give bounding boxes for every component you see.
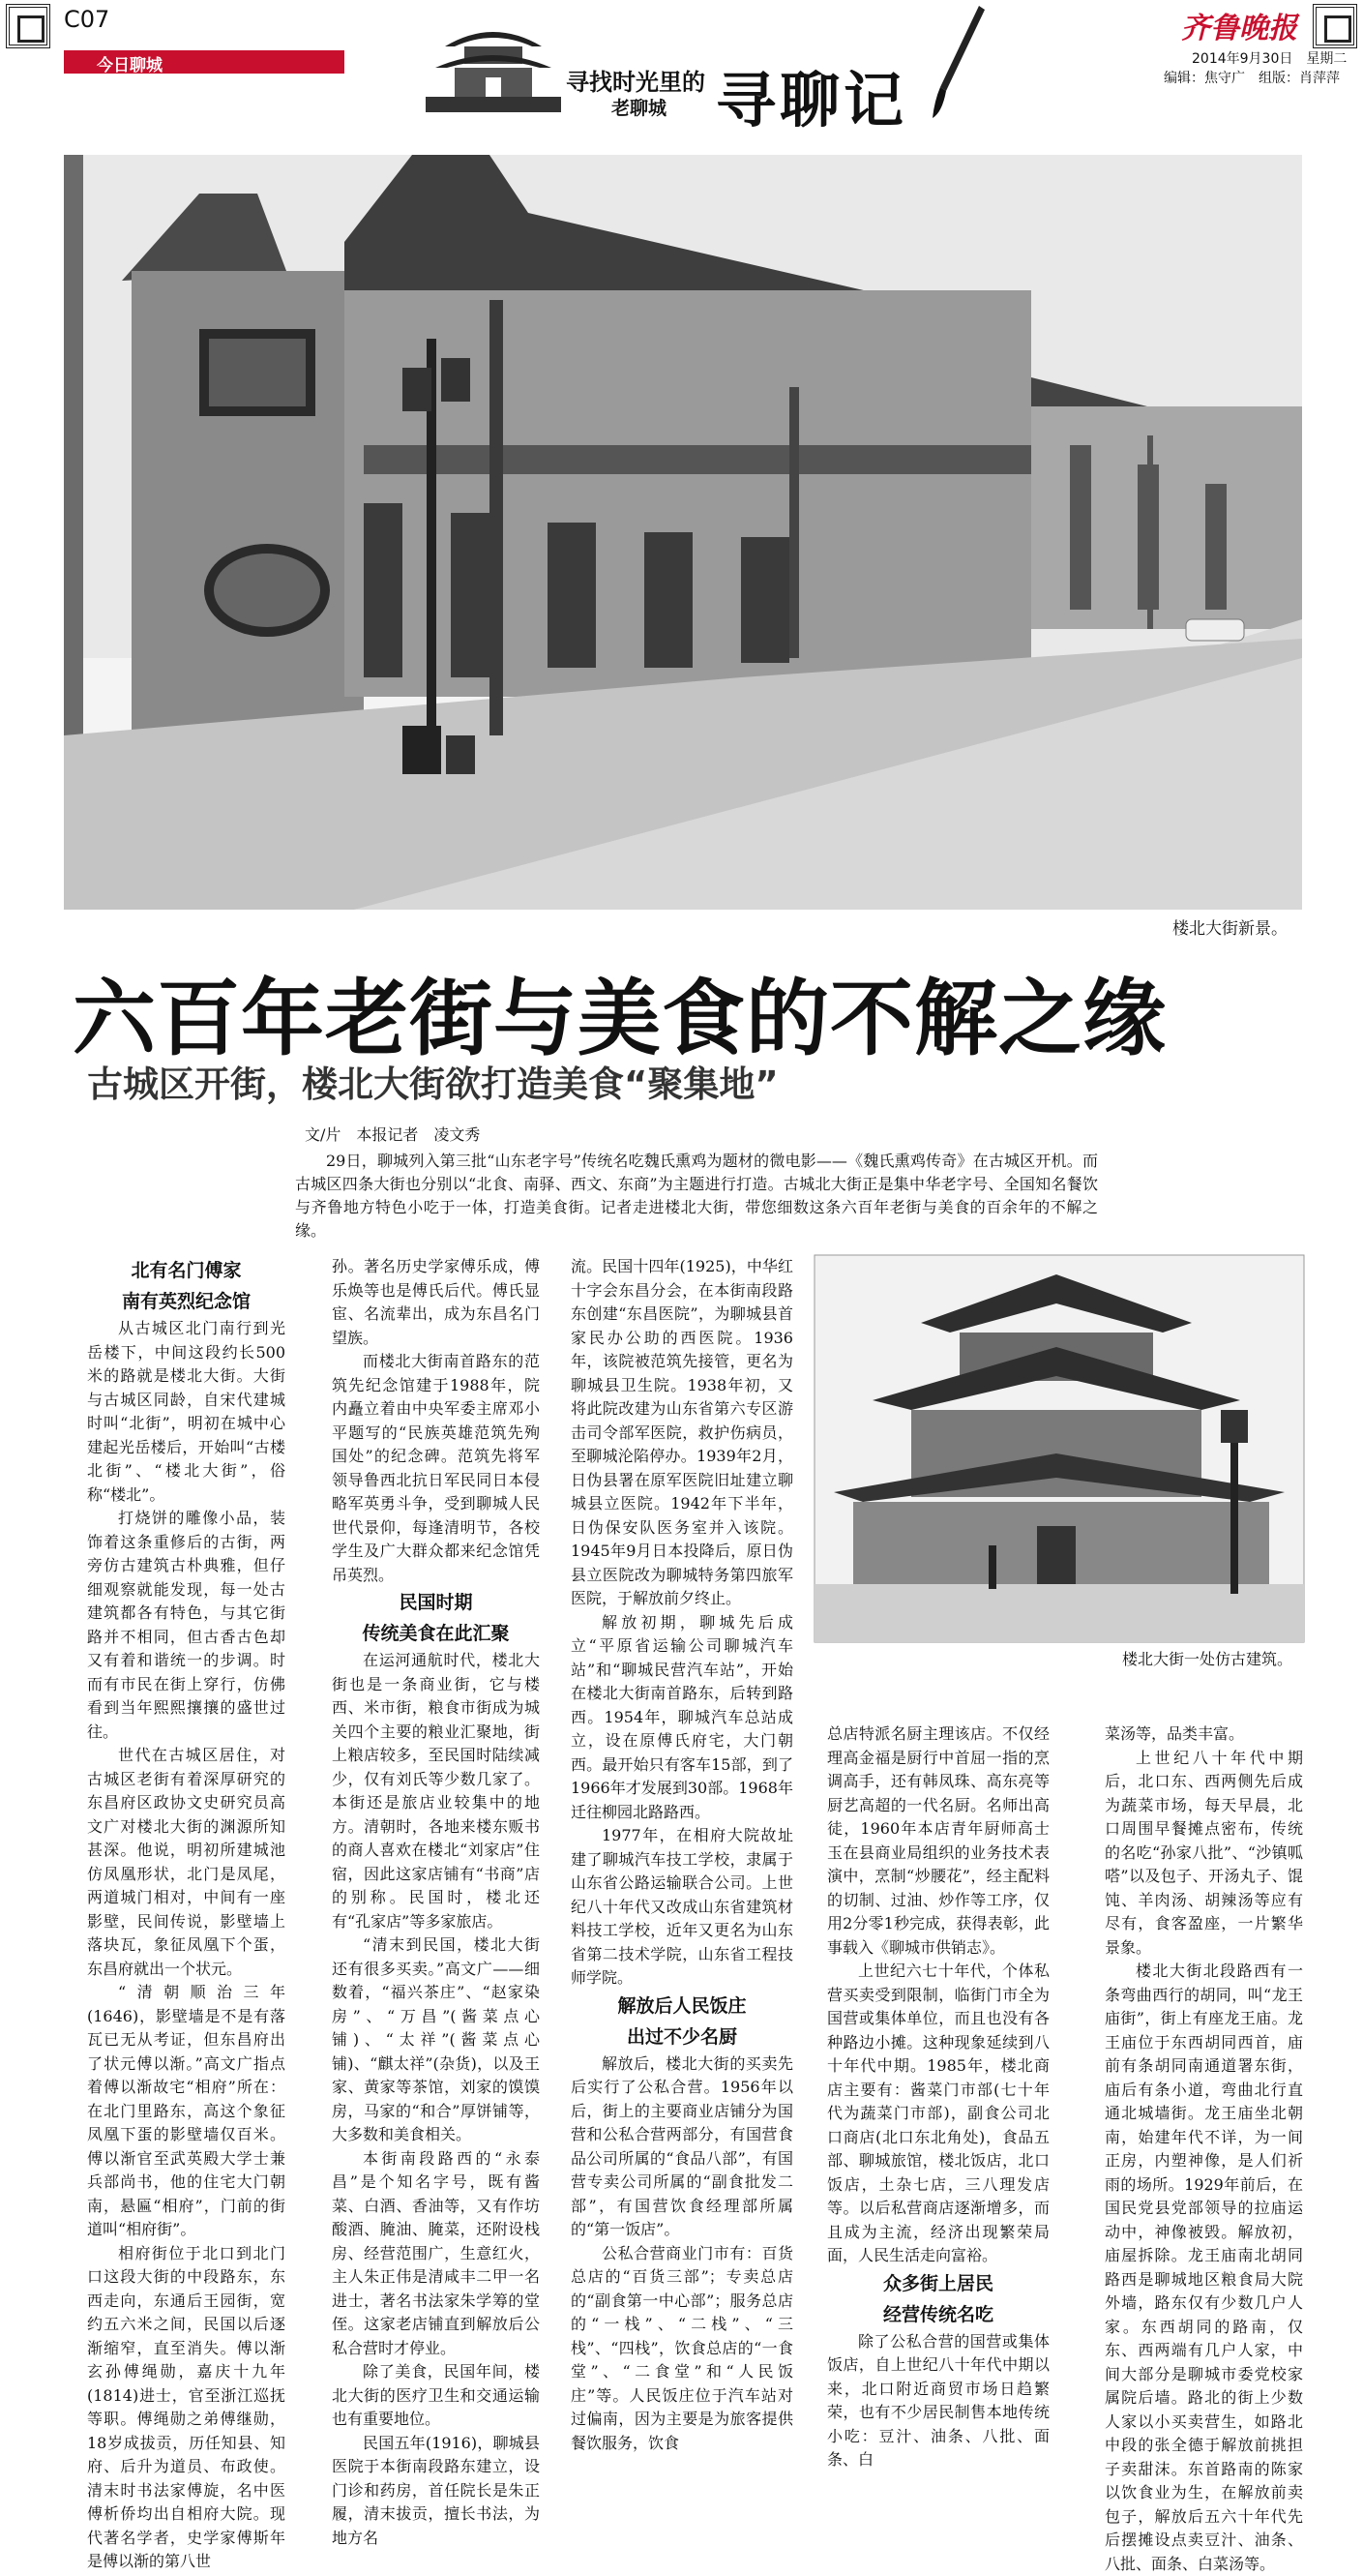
section-heading: 北有名门傅家 [131, 1260, 242, 1281]
corner-ornament-right [1313, 4, 1357, 48]
banner-subtitle-1: 寻找时光里的 [566, 69, 705, 96]
brush-icon [929, 4, 987, 120]
paragraph: 上世纪八十年代中期后，北口东、西两侧先后成为蔬菜市场，每天早晨，北口周围早餐摊点密布，传统的名吃“孙家八批”、“沙镇呱嗒”以及包子、开汤丸子、馄饨、羊肉汤、胡辣汤等应有尽有，食客盈座，一片繁华景象。 [1105, 1748, 1303, 1957]
corner-ornament-left [6, 4, 50, 48]
section-heading: 经营传统名吃 [882, 2303, 993, 2325]
newspaper-name: 齐鲁晚报 [1181, 12, 1297, 45]
paragraph: 楼北大街北段路西有一条弯曲西行的胡同，叫“龙王庙街”，街上有座龙王庙。龙王庙位于东西胡同西首，庙前有条胡同南通道署东街，庙后有条小道，弯曲北行直通北城墙街。龙王庙坐北朝南，始建年代不详，为一间正房，内塑神像，是人们祈雨的场所。1929年前后，在国民党县党部领导的拉庙运动中，神像被毁。解放初，庙屋拆除。龙王庙南北胡同路西是聊城地区粮食局大院外墙，路东仅有少数几户人家。东西胡同的路南，仅东、西两端有几户人家，中间大部分是聊城市委党校家属院后墙。路北的街上少数人家以小买卖营生，如路北中段的张全德于解放前挑担子卖甜沫。东首路南的陈家以饮食业为生，在解放前卖包子，解放后五六十年代先后摆摊设点卖豆汁、油条、八批、面条、白菜汤等。 [1105, 1962, 1303, 2573]
paragraph: 公私合营商业门市有：百货总店的“百货三部”；专卖总店的“副食第一中心部”；服务总店的“一栈”、“二栈”、“三栈”、“四栈”，饮食总店的“一食堂”、“二食堂”和“人民饭庄”等。人民饭庄位于汽车站对过偏南，因为主要是为旅客提供餐饮服务，饮食 [571, 2243, 793, 2452]
section-heading: 南有英烈纪念馆 [121, 1291, 251, 1312]
paragraph: 除了美食，民国年间，楼北大街的医疗卫生和交通运输也有重要地位。 [332, 2362, 540, 2428]
column-title: 寻聊记 [716, 65, 908, 135]
side-photo-caption: 楼北大街一处仿古建筑。 [1122, 1650, 1293, 1668]
section-heading: 众多街上居民 [882, 2272, 993, 2294]
byline: 文/片 本报记者 凌文秀 [305, 1125, 481, 1144]
paragraph: “清末到民国，楼北大街还有很多买卖。”高文广——细数着，“福兴茶庄”、“赵家染房”、“万昌”(酱菜点心铺)、“太祥”(酱菜点心铺)、“麒太祥”(杂货)，以及王家、黄家等茶馆，刘家的馍馍房，马家的“和合”厚饼铺等，大多数和美食相关。 [332, 1935, 540, 2143]
section-heading: 民国时期 [399, 1592, 473, 1613]
paragraph: 总店特派名厨主理该店。不仅经理高金福是厨行中首屈一指的烹调高手，还有韩凤珠、高东亮等厨艺高超的一代名厨。名师出高徒，1960年本店青年厨师高士玉在县商业局组织的业务技术表演中，烹制“炒腰花”，经主配料的切制、过油、炒作等工序，仅用2分零1秒完成，获得表彰，此事载入《聊城市供销志》。 [827, 1724, 1050, 1957]
article-column-4 [827, 1722, 1050, 2469]
article-column-2 [332, 1255, 540, 2547]
paragraph: 而楼北大街南首路东的范筑先纪念馆建于1988年，院内矗立着由中央军委主席邓小平题写的“民族英雄范筑先殉国处”的纪念碑。范筑先将军领导鲁西北抗日军民同日本侵略军英勇斗争，受到聊城人民世代景仰，每逢清明节，各校学生及广大群众都来纪念馆凭吊英烈。 [332, 1352, 540, 1584]
main-photo [64, 155, 1302, 910]
paragraph: 孙。著名历史学家傅乐成，傅乐焕等也是傅氏后代。傅氏显宦、名流辈出，成为东昌名门望族。 [332, 1257, 540, 1347]
paragraph: 打烧饼的雕像小品，装饰着这条重修后的古街，两旁仿古建筑古朴典雅，但仔细观察就能发现，每一处古建筑都各有特色，与其它街路并不相同，但古香古色却又有着和谐统一的步调。时而有市民在街上穿行，仿佛看到当年熙熙攘攘的盛世过往。 [87, 1509, 285, 1741]
paragraph: “清朝顺治三年(1646)，影壁墙是不是有落瓦已无从考证，但东昌府出了状元傅以渐。”高文广指点着傅以渐故宅“相府”所在：在北门里路东，高这个象征凤凰下蛋的影壁墙仅百米。傅以渐官至武英殿大学士兼兵部尚书，他的住宅大门朝南，悬匾“相府”，门前的街道叫“相府街”。 [87, 1983, 285, 2238]
paragraph: 解放后，楼北大街的买卖先后实行了公私合营。1956年以后，街上的主要商业店铺分为国营和公私合营两部分，有国营食品公司所属的“食品八部”，有国营专卖公司所属的“副食批发二部”，有国营饮食经理部所属的“第一饭店”。 [571, 2053, 793, 2238]
paragraph: 解放初期，聊城先后成立“平原省运输公司聊城汽车站”和“聊城民营汽车站”，开始在楼北大街南首路东，后转到路西。1954年，聊城汽车总站成立，设在原傅氏府宅，大门朝西。最开始只有客车15部，到了1966年才发展到30部。1968年迁往柳园北路路西。 [571, 1612, 793, 1821]
issue-date: 2014年9月30日 星期二 [1192, 51, 1348, 67]
lead-paragraph: 29日，聊城列入第三批“山东老字号”传统名吃魏氏熏鸡为题材的微电影——《魏氏熏鸡传奇》在古城区开机。而古城区四条大街也分别以“北食、南驿、西文、东商”为主题进行打造。古城北大街正是集中华老字号、全国知名餐饮与齐鲁地方特色小吃于一体，打造美食街。记者走进楼北大街，带您细数这条六百年老街与美食的百余年的不解之缘。 [295, 1152, 1098, 1240]
tower-icon [426, 8, 561, 114]
article-column-5 [1105, 1722, 1303, 2573]
paragraph: 民国五年(1916)，聊城县医院于本街南段路东建立，设门诊和药房，首任院长是朱正履，清末拔贡，擅长书法，为地方名 [332, 2433, 540, 2547]
headline: 六百年老街与美食的不解之缘 [73, 971, 1167, 1067]
side-photo [815, 1255, 1304, 1642]
paragraph: 在运河通航时代，楼北大街也是一条商业街，它与楼西、米市街，粮食市街成为城关四个主要的粮业汇聚地，街上粮店较多，至民国时陆续减少，仅有刘氏等少数几家了。本街还是旅店业较集中的地方。清朝时，各地来楼东贩书的商人喜欢在楼北“刘家店”住宿，因此这家店铺有“书商”店的别称。民国时，楼北还有“孔家店”等多家旅店。 [332, 1651, 540, 1931]
paragraph: 流。民国十四年(1925)，中华红十字会东昌分会，在本街南段路东创建“东昌医院”，为聊城县首家民办公助的西医院。1936年，该院被范筑先接管，更名为聊城县卫生院。1938年初，又将此院改建为山东省第六专区游击司令部军医院，救护伤病员，至聊城沦陷停办。1939年2月，日伪县署在原军医院旧址建立聊城县立医院。1942年下半年，日伪保安队医务室并入该院。1945年9月日本投降后，原日伪县立医院改为聊城特务第四旅军医院，于解放前夕终止。 [571, 1257, 793, 1607]
main-photo-caption: 楼北大街新景。 [1172, 919, 1288, 939]
article-column-1 [87, 1255, 285, 2570]
article-column-3 [571, 1255, 793, 2452]
paragraph: 本街南段路西的“永泰昌”是个知名字号，既有酱菜、白酒、香油等，又有作坊酸酒、腌油、腌菜，还附设栈房、经营范围广，生意红火，主人朱正伟是清咸丰二甲一名进士，著名书法家朱学筹的堂侄。这家老店铺直到解放后公私合营时才停业。 [332, 2148, 540, 2357]
section-heading: 解放后人民饭庄 [617, 1994, 747, 2017]
section-heading: 出过不少名厨 [626, 2025, 737, 2048]
paragraph: 菜汤等，品类丰富。 [1105, 1724, 1245, 1743]
paragraph: 相府街位于北口到北门口这段大街的中段路东，东西走向，东通后王园街，宽约五六米之间，民国以后逐渐缩窄，直至消失。傅以渐玄孙傅绳勋，嘉庆十九年(1814)进士，官至浙江巡抚等职。傅绳勋之弟傅继勋，18岁成拔贡，历任知县、知府、后升为道员、布政使。清末时书法家傅旋，名中医傅析侨均出自相府大院。现代著名学者，史学家傅斯年是傅以渐的第八世 [87, 2243, 285, 2570]
section-heading: 传统美食在此汇聚 [362, 1623, 510, 1644]
section-label: 今日聊城 [97, 56, 163, 75]
editors-credit: 编辑：焦守广 组版：肖萍萍 [1164, 71, 1340, 86]
paragraph: 1977年，在相府大院故址建了聊城汽车技工学校，隶属于山东省公路运输联合公司。上世纪八十年代又改成山东省建筑材料技工学校，近年又更名为山东省第二技术学院，山东省工程技师学院。 [571, 1826, 793, 1987]
paragraph: 从古城区北门南行到光岳楼下，中间这段约长500米的路就是楼北大街。大街与古城区同龄，自宋代建城时叫“北街”，明初在城中心建起光岳楼后，开始叫“古楼北街”、“楼北大街”，俗称“楼北”。 [87, 1319, 285, 1504]
paragraph: 世代在古城区居住，对古城区老街有着深厚研究的东昌府区政协文史研究员高文广对楼北大街的渊源所知甚深。他说，明初所建城池仿凤凰形状，北门是凤尾，两道城门相对，中间有一座影壁，民间传说，影壁墙上落块瓦，象征凤凰下个蛋，东昌府就出一个状元。 [87, 1746, 285, 1978]
paragraph: 上世纪六七十年代，个体私营买卖受到限制，临街门市全为国营或集体单位，而且也没有各种路边小摊。这种现象延续到八十年代中期。1985年，楼北商店主要有：酱菜门市部(七十年代为蔬菜门市部)，副食公司北口商店(北口东北角处)，食品五部、聊城旅馆，楼北饭店，北口饭店，土杂七店，三八理发店等。以后私营商店逐渐增多，而且成为主流，经济出现繁荣局面，人民生活走向富裕。 [827, 1962, 1050, 2264]
subheadline: 古城区开街，楼北大街欲打造美食“聚集地” [87, 1063, 779, 1105]
banner-subtitle-2: 老聊城 [611, 98, 667, 119]
paragraph: 除了公私合营的国营或集体饭店，自上世纪八十年代中期以来，北口附近商贸市场日趋繁荣，也有不少居民制售本地传统小吃：豆汁、油条、八批、面条、白 [827, 2331, 1050, 2469]
page-number: C07 [64, 6, 110, 33]
